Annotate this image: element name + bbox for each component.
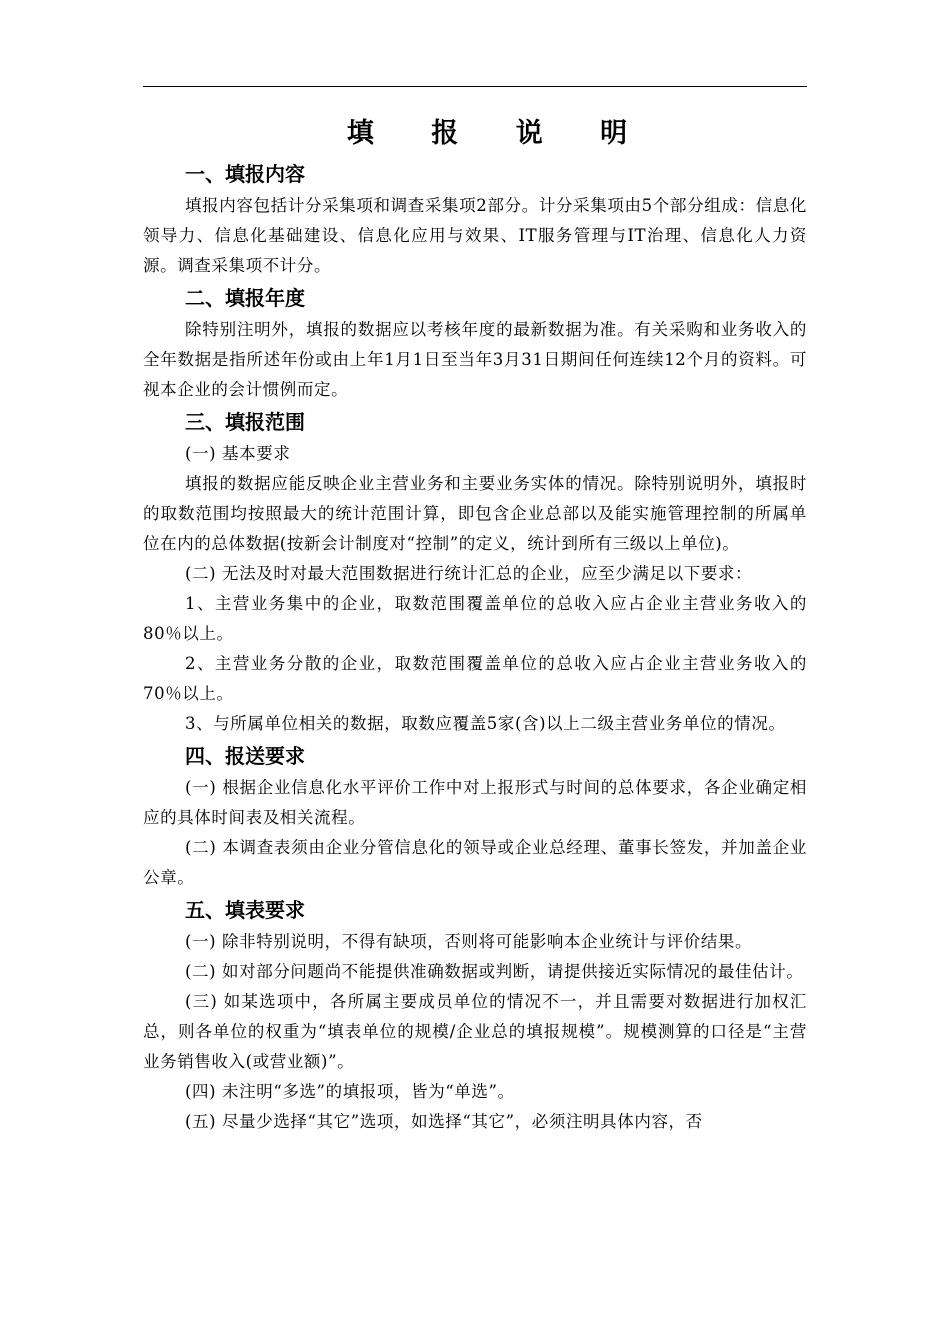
section-heading: 五、填表要求 bbox=[185, 898, 305, 922]
section-heading: 四、报送要求 bbox=[185, 744, 305, 768]
paragraph: 填报内容包括计分采集项和调查采集项2部分。计分采集项由5个部分组成：信息化领导力、信息化基础建设、信息化应用与效果、IT服务管理与IT治理、信息化人力资源。调查采集项不计分。 bbox=[143, 196, 807, 275]
paragraph: (二) 如对部分问题尚不能提供准确数据或判断，请提供接近实际情况的最佳估计。 bbox=[185, 962, 804, 981]
document-title: 填 报 说 明 bbox=[346, 118, 652, 149]
paragraph: (五) 尽量少选择“其它”选项，如选择“其它”，必须注明具体内容，否 bbox=[185, 1112, 703, 1131]
section-form-requirements bbox=[143, 893, 807, 1137]
section-year bbox=[143, 281, 807, 405]
paragraph: (二) 无法及时对最大范围数据进行统计汇总的企业，应至少满足以下要求： bbox=[185, 564, 753, 583]
section-scope bbox=[143, 405, 807, 739]
paragraph: (三) 如某选项中，各所属主要成员单位的情况不一，并且需要对数据进行加权汇总，则各单位的权重为“填表单位的规模/企业总的填报规模”。规模测算的口径是“主营业务销售收入(或营业额)”。 bbox=[143, 992, 807, 1071]
section-heading: 三、填报范围 bbox=[185, 410, 305, 434]
section-heading: 二、填报年度 bbox=[185, 286, 305, 310]
header-rule bbox=[143, 86, 807, 87]
document-body bbox=[143, 157, 807, 1137]
section-submission bbox=[143, 739, 807, 893]
paragraph: (一) 除非特别说明，不得有缺项，否则将可能影响本企业统计与评价结果。 bbox=[185, 932, 753, 951]
paragraph: (四) 未注明“多选”的填报项，皆为“单选”。 bbox=[185, 1082, 515, 1101]
paragraph: 除特别注明外，填报的数据应以考核年度的最新数据为准。有关采购和业务收入的全年数据是指所述年份或由上年1月1日至当年3月31日期间任何连续12个月的资料。可视本企业的会计惯例而定。 bbox=[143, 320, 807, 399]
paragraph: 2、主营业务分散的企业，取数范围覆盖单位的总收入应占企业主营业务收入的70％以上。 bbox=[143, 654, 807, 703]
paragraph: 填报的数据应能反映企业主营业务和主要业务实体的情况。除特别说明外，填报时的取数范围均按照最大的统计范围计算，即包含企业总部以及能实施管理控制的所属单位在内的总体数据(按新会计制度对“控制”的定义，统计到所有三级以上单位)。 bbox=[143, 474, 807, 553]
section-heading: 一、填报内容 bbox=[185, 162, 305, 186]
section-content bbox=[143, 157, 807, 281]
paragraph: 1、主营业务集中的企业，取数范围覆盖单位的总收入应占企业主营业务收入的80％以上。 bbox=[143, 594, 807, 643]
paragraph: (一) 基本要求 bbox=[185, 444, 291, 463]
paragraph: 3、与所属单位相关的数据，取数应覆盖5家(含)以上二级主营业务单位的情况。 bbox=[185, 714, 786, 733]
paragraph: (二) 本调查表须由企业分管信息化的领导或企业总经理、董事长签发，并加盖企业公章。 bbox=[143, 838, 807, 887]
paragraph: (一) 根据企业信息化水平评价工作中对上报形式与时间的总体要求，各企业确定相应的具体时间表及相关流程。 bbox=[143, 778, 807, 827]
